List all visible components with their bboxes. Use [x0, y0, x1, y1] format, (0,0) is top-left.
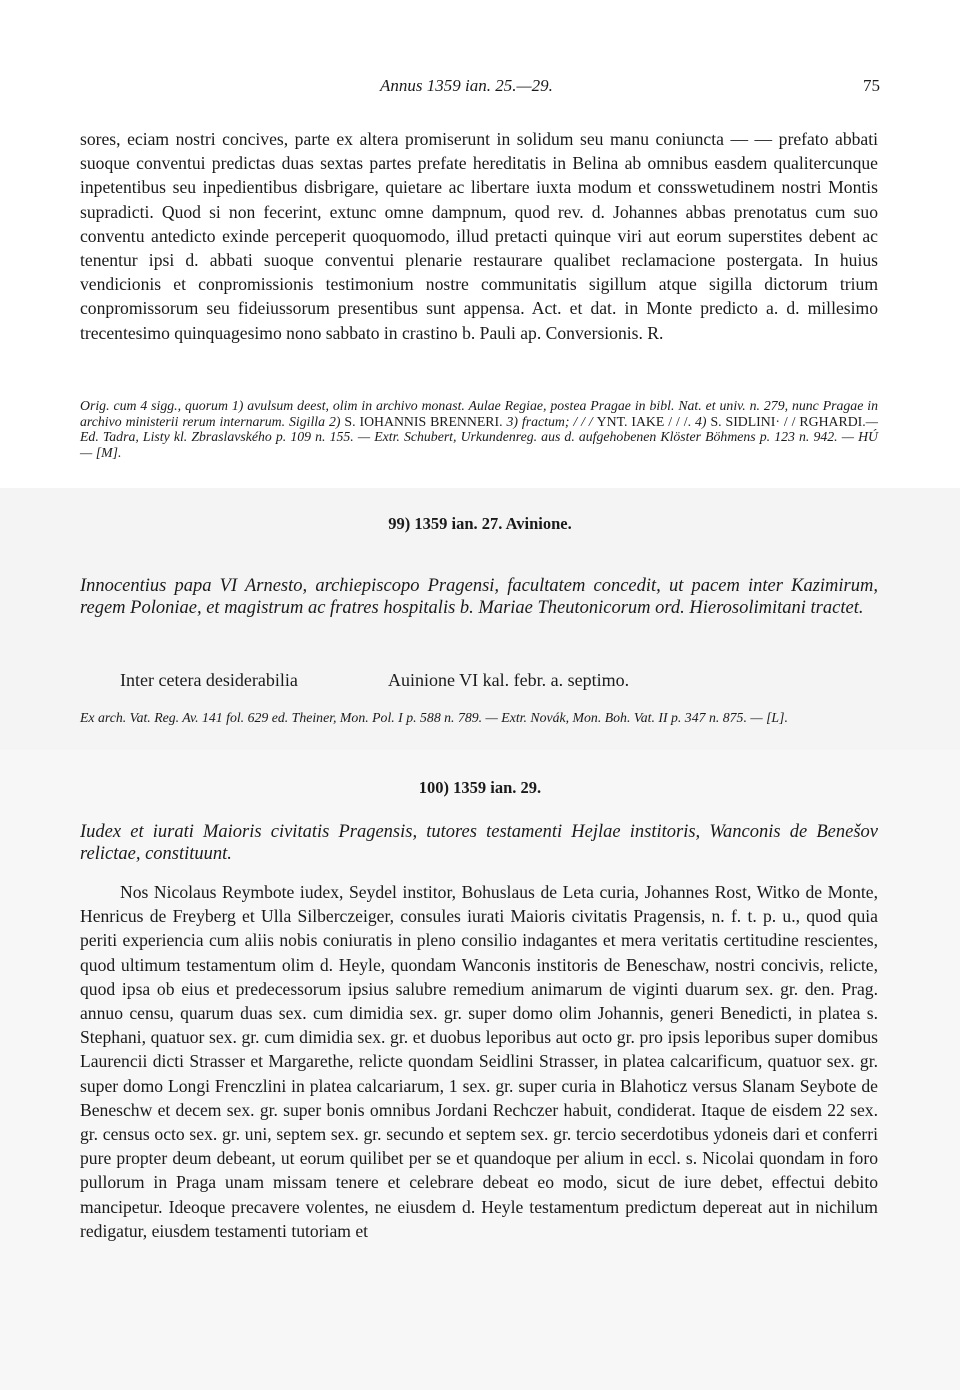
incipit: Inter cetera desiderabilia: [120, 670, 298, 690]
document-100-text: Nos Nicolaus Reymbote iudex, Seydel institor, Bohuslaus de Leta curia, Johannes Rost, Witko de Monte, Henricus de Freyberg et Ulla Silberczeiger, consules iurati Maioris civitatis Pragensis, n. f. t. p. u., quod quia periti experiencia cum aliis nobis coniuratis in pleno consilio indagantes et mera veritatis certitudine rescientes, quod ultimum testamentum olim d. Heyle, quondam Wanconis institoris de Beneschaw, nostri concivis, relicte, quod ipsa ob eius et predecessorum ipsius salubre remedium animarum de viginti duarum sex. gr. den. Prag. annuo censu, quarum duas sex. cum dimidia sex. gr. super domo olim Johannis, generi Benedicti, in platea s. Stephani, quatuor sex. gr. cum dimidia sex. gr. et duobus leporibus aut octo gr. pro ipsis leporibus super domibus Laurencii dicti Strasser et Margarethe, relicte quondam Seidlini Strasser, in platea calcarificum, quatuor sex. gr. super domo Longi Frenczlini in platea calcariarum, 1 sex. gr. super curia in Blahoticz versus Slanam Seybote de Beneschw et decem sex. gr. super bonis omnibus Jordani Rechczer habuit, condiderat. Itaque de eisdem 22 sex. gr. census octo sex. gr. uni, septem sex. gr. secundo et septem sex. gr. tercio secerdotibus ydoneis dari et conferri pure propter deum debeant, ut eorum quilibet per se et quandoque per alium in eccl. s. Nicolai quondam in foro pullorum in Praga unam missam tenere et celebrare debeat eo modo, sicut de iure debet, effectui debito mancipetur. Ideoque precavere volentes, ne eiusdem d. Heyle testamentum predictum depereat aut in nichilum redigatur, eiusdem testamenti tutoriam et: [80, 882, 878, 1241]
page-header: [80, 76, 880, 102]
document-98-text: sores, eciam nostri concives, parte ex altera promiserunt in solidum seu manu coniuncta — — prefato abbati suoque conventui predictas duas sextas partes prefate hereditatis in Belina ab omnibus easdem qualitercunque inpetentibus seu inpedientibus disbrigare, quietare ac libertare iuxta modum et consswetudinem nostri Montis supradicti. Quod si non fecerint, extunc omne dampnum, quod rev. d. Johannes abbas prenotatus cum suo conventu antedicto exinde perceperit quoquomodo, illud pretacti quinque viri aut eorum superstites debent ac tenentur ipsi d. abbati suoque conventui plenarie restaurare qualibet reclamacione postergata. In huius vendicionis et conpromissionis testimonium nostre communitatis sigillum atque sigilla dictorum trium conpromissorum seu fideiussorum presentibus sunt appensa. Act. et dat. in Monte predicto a. d. millesimo trecentesimo quinquagesimo nono sabbato in crastino b. Pauli ap. Conversionis. R.: [80, 129, 878, 343]
note-text: 3) fractum; / / /: [502, 413, 597, 429]
note-text: — Ed. Tadra, Listy kl. Zbraslavského p. 109 n. 155. — Extr. Schubert, Urkundenreg. aus d. aufgehobenen Klöster Böhmens p. 123 n. 942. — HÚ — [M].: [80, 413, 878, 460]
datum: Auinione VI kal. febr. a. septimo.: [388, 670, 630, 690]
document-number: 100) 1359 ian. 29.: [418, 778, 542, 797]
note-text: Orig. cum 4 sigg., quorum 1) avulsum deest, olim in archivo monast. Aulae Regiae, postea Pragae in bibl. Nat. et univ. n. 279, nunc Pragae in archivo ministerii rerum internarum. Sigilla 2): [80, 398, 878, 429]
document-99-formula: [120, 670, 880, 694]
seal-legend: S. IOHANNIS BRENNERI.: [344, 413, 503, 429]
document-100-heading: [0, 778, 960, 798]
document-99-notes: Ex arch. Vat. Reg. Av. 141 fol. 629 ed. Theiner, Mon. Pol. I p. 588 n. 789. — Extr. Novák, Mon. Boh. Vat. II p. 347 n. 875. — [L].: [80, 710, 788, 725]
document-98-notes: [80, 398, 878, 460]
document-number: 99) 1359 ian. 27. Avinione.: [388, 514, 572, 533]
running-head: Annus 1359 ian. 25.—29.: [380, 76, 553, 95]
document-99-heading: [0, 514, 960, 534]
seal-legend: YNT. IAKE / / /.: [596, 413, 692, 429]
document-100-regest: Iudex et iurati Maioris civitatis Pragensis, tutores testamenti Hejlae institoris, Wanconis de Benešov relictae, constituunt.: [80, 822, 878, 864]
note-text: 4): [691, 413, 711, 429]
seal-legend: S. SIDLINI· / / RGHARDI.: [710, 413, 866, 429]
page-number: 75: [863, 76, 880, 95]
document-99-regest: Innocentius papa VI Arnesto, archiepiscopo Pragensi, facultatem concedit, ut pacem inter Kazimirum, regem Poloniae, et magistrum ac fratres hospitalis b. Mariae Theutonicorum ord. Hierosolimitani tractet.: [80, 576, 878, 618]
